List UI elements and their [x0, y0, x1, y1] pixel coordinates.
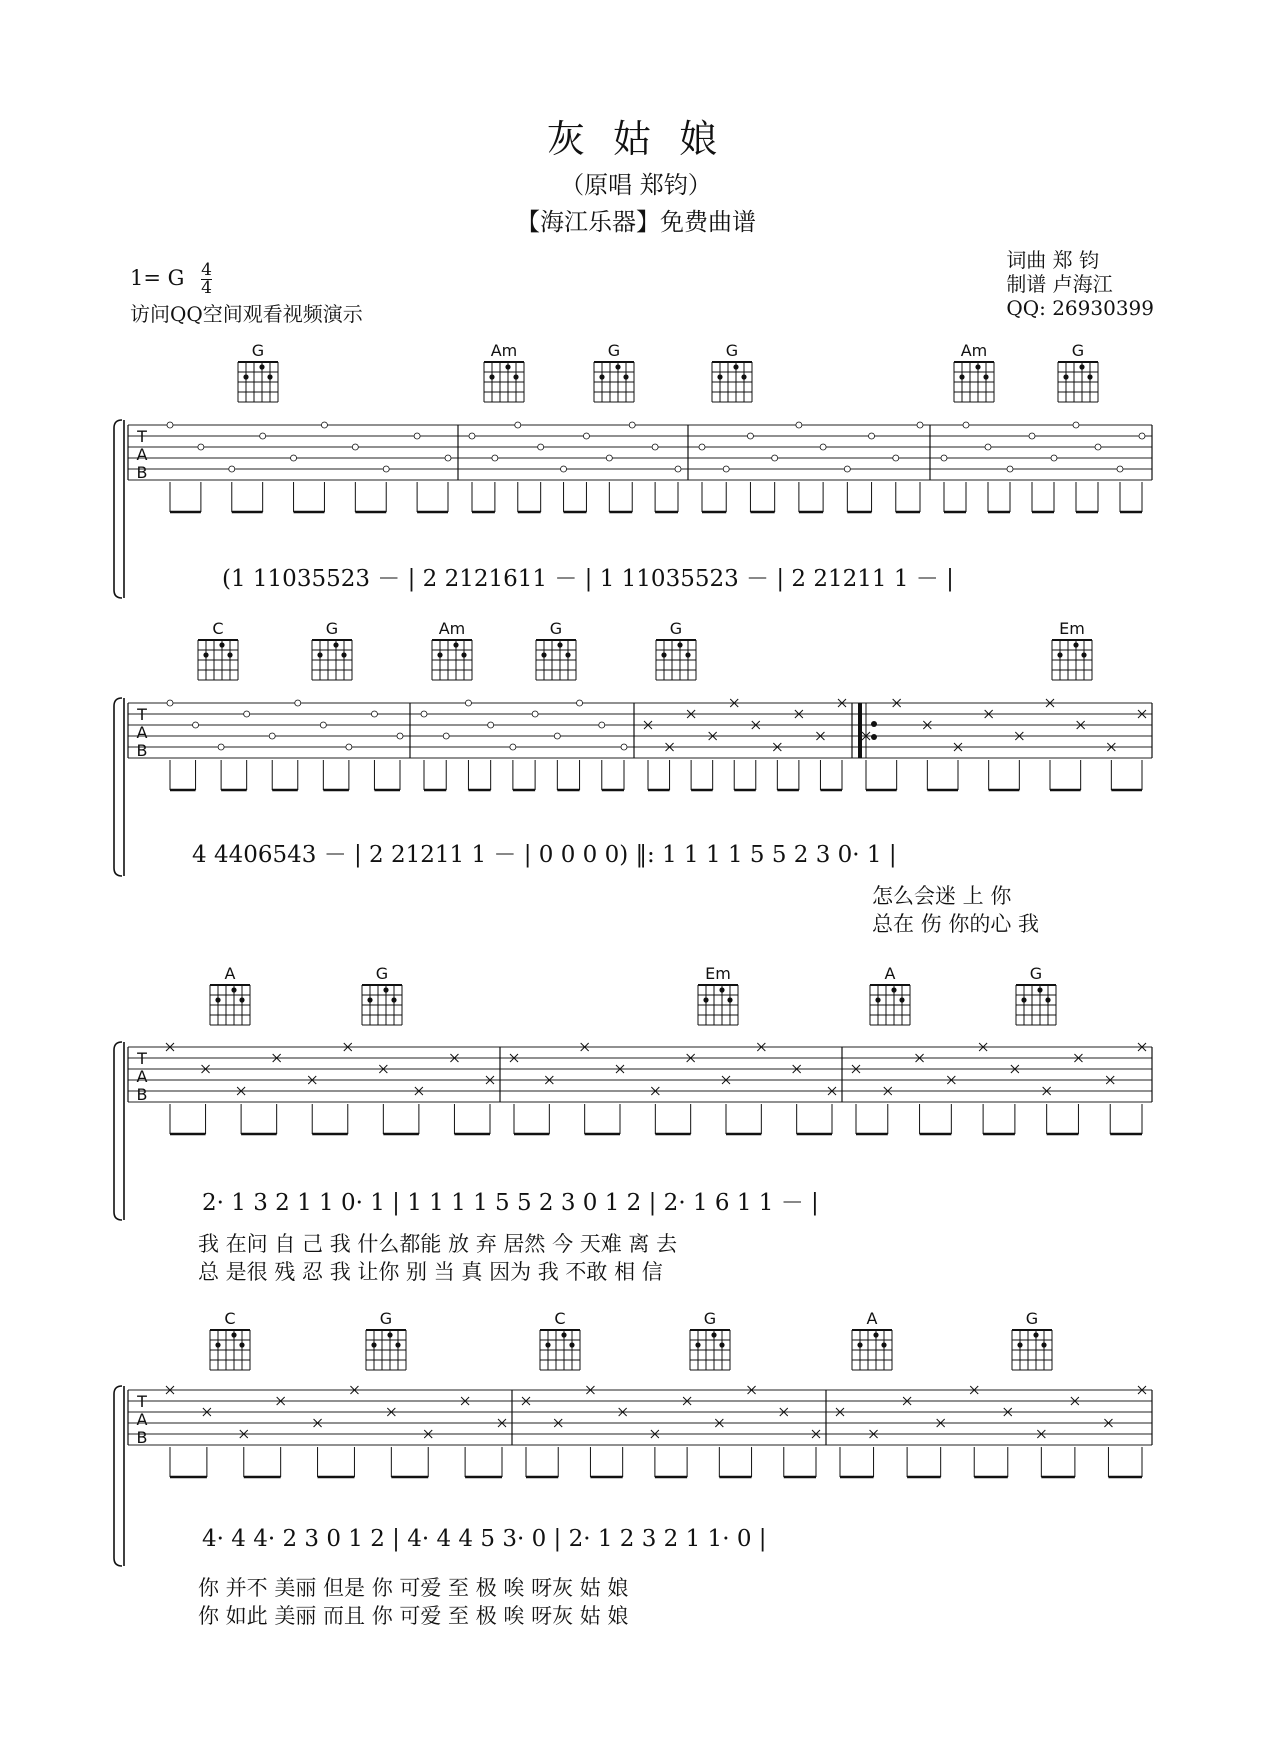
finger-dot: [1057, 652, 1062, 657]
chord-name: Am: [490, 341, 518, 360]
fret-mark: [383, 466, 389, 472]
chord-name: Em: [1059, 619, 1085, 638]
finger-dot: [333, 642, 338, 647]
finger-dot: [387, 1332, 392, 1337]
fret-mark: [193, 722, 199, 728]
finger-dot: [259, 364, 264, 369]
fret-mark: [1051, 455, 1057, 461]
fret-mark: [561, 466, 567, 472]
finger-dot: [1041, 1342, 1046, 1347]
finger-dot: [461, 652, 466, 657]
chord-name: Am: [438, 619, 466, 638]
fret-mark: [1073, 422, 1079, 428]
finger-dot: [239, 997, 244, 1002]
fret-mark: [917, 422, 923, 428]
finger-dot: [489, 374, 494, 379]
finger-dot: [881, 1342, 886, 1347]
finger-dot: [215, 1342, 220, 1347]
finger-dot: [1081, 652, 1086, 657]
tab-letter-a: A: [136, 1410, 148, 1429]
finger-dot: [383, 987, 388, 992]
fret-mark: [1117, 466, 1123, 472]
finger-dot: [1045, 997, 1050, 1002]
lyrics-line-3b: 总 是很 残 忍 我 让你 别 当 真 因为 我 不敢 相 信: [198, 1260, 663, 1284]
fret-mark: [295, 700, 301, 706]
chord-name: G: [1071, 341, 1085, 360]
finger-dot: [513, 374, 518, 379]
fret-mark: [747, 433, 753, 439]
chord-name: Em: [705, 964, 731, 983]
fret-mark: [723, 466, 729, 472]
finger-dot: [219, 642, 224, 647]
finger-dot: [541, 652, 546, 657]
system-bracket: [114, 420, 122, 598]
finger-dot: [1073, 642, 1078, 647]
tab-letter-b: B: [136, 463, 148, 482]
fret-mark: [198, 444, 204, 450]
finger-dot: [203, 652, 208, 657]
finger-dot: [545, 1342, 550, 1347]
fret-mark: [554, 733, 560, 739]
finger-dot: [711, 1332, 716, 1337]
fret-mark: [510, 744, 516, 750]
finger-dot: [231, 987, 236, 992]
finger-dot: [367, 997, 372, 1002]
fret-mark: [229, 466, 235, 472]
meter-top: 4: [201, 260, 212, 280]
lyrics-line-4b: 你 如此 美丽 而且 你 可爱 至 极 唉 呀灰 姑 娘: [198, 1604, 629, 1628]
tab-letter-t: T: [137, 1392, 147, 1411]
fret-mark: [820, 444, 826, 450]
finger-dot: [857, 1342, 862, 1347]
notation-line-3: 2· 1 3 2 1 1 0· 1 | 1 1 1 1 5 5 2 3 0 1 2 | 2· 1 6 1 1 － |: [202, 1190, 819, 1216]
system-bracket: [114, 1386, 122, 1566]
finger-dot: [371, 1342, 376, 1347]
finger-dot: [727, 997, 732, 1002]
fret-mark: [1007, 466, 1013, 472]
finger-dot: [557, 642, 562, 647]
fret-mark: [397, 733, 403, 739]
fret-mark: [606, 455, 612, 461]
fret-mark: [893, 455, 899, 461]
credit-lyricist-composer: 词曲 郑 钧: [1006, 248, 1100, 272]
fret-mark: [844, 466, 850, 472]
fret-mark: [963, 422, 969, 428]
finger-dot: [1033, 1332, 1038, 1337]
fret-mark: [1139, 433, 1145, 439]
tab-letter-t: T: [137, 705, 147, 724]
fret-mark: [869, 433, 875, 439]
finger-dot: [569, 1342, 574, 1347]
publisher-line: 【海江乐器】免费曲谱: [516, 208, 756, 236]
fret-mark: [443, 733, 449, 739]
finger-dot: [661, 652, 666, 657]
tab-letter-b: B: [136, 1085, 148, 1104]
chord-name: C: [554, 1309, 566, 1328]
chord-name: A: [884, 964, 896, 983]
finger-dot: [239, 1342, 244, 1347]
fret-mark: [346, 744, 352, 750]
chord-name: A: [866, 1309, 878, 1328]
credit-qq: QQ: 26930399: [1006, 296, 1154, 320]
finger-dot: [975, 364, 980, 369]
finger-dot: [677, 642, 682, 647]
repeat-dot: [871, 734, 877, 740]
repeat-dot: [871, 721, 877, 727]
finger-dot: [317, 652, 322, 657]
fret-mark: [772, 455, 778, 461]
finger-dot: [1079, 364, 1084, 369]
finger-dot: [703, 997, 708, 1002]
tab-letter-a: A: [136, 445, 148, 464]
fret-mark: [465, 700, 471, 706]
chord-name: G: [669, 619, 683, 638]
notation-line-4: 4· 4 4· 2 3 0 1 2 | 4· 4 4 5 3· 0 | 2· 1 2 3 2 1 1· 0 |: [202, 1526, 767, 1552]
finger-dot: [453, 642, 458, 647]
chord-name: Am: [960, 341, 988, 360]
finger-dot: [215, 997, 220, 1002]
fret-mark: [577, 700, 583, 706]
fret-mark: [1029, 433, 1035, 439]
fret-mark: [352, 444, 358, 450]
chord-name: G: [325, 619, 339, 638]
tab-letter-t: T: [137, 1049, 147, 1068]
tab-letter-b: B: [136, 1428, 148, 1447]
key-text: 1= G: [130, 266, 185, 290]
chord-name: G: [375, 964, 389, 983]
fret-mark: [599, 722, 605, 728]
finger-dot: [227, 652, 232, 657]
fret-mark: [167, 700, 173, 706]
finger-dot: [733, 364, 738, 369]
fret-mark: [321, 422, 327, 428]
finger-dot: [391, 997, 396, 1002]
chord-name: G: [549, 619, 563, 638]
finger-dot: [243, 374, 248, 379]
fret-mark: [675, 466, 681, 472]
system-bracket: [114, 698, 122, 876]
finger-dot: [623, 374, 628, 379]
visit-note: 访问QQ空间观看视频演示: [130, 302, 363, 326]
chord-name: G: [379, 1309, 393, 1328]
finger-dot: [561, 1332, 566, 1337]
fret-mark: [469, 433, 475, 439]
fret-mark: [621, 744, 627, 750]
lyrics-line-4a: 你 并不 美丽 但是 你 可爱 至 极 唉 呀灰 姑 娘: [198, 1576, 629, 1600]
finger-dot: [395, 1342, 400, 1347]
fret-mark: [167, 422, 173, 428]
lyrics-line-2b: 总在 伤 你的心 我: [872, 912, 1040, 936]
fret-mark: [291, 455, 297, 461]
finger-dot: [599, 374, 604, 379]
fret-mark: [445, 455, 451, 461]
fret-mark: [796, 422, 802, 428]
finger-dot: [719, 987, 724, 992]
finger-dot: [875, 997, 880, 1002]
fret-mark: [218, 744, 224, 750]
fret-mark: [941, 455, 947, 461]
finger-dot: [1017, 1342, 1022, 1347]
fret-mark: [532, 711, 538, 717]
chord-name: G: [1029, 964, 1043, 983]
finger-dot: [1063, 374, 1068, 379]
finger-dot: [959, 374, 964, 379]
finger-dot: [231, 1332, 236, 1337]
finger-dot: [565, 652, 570, 657]
fret-mark: [629, 422, 635, 428]
credit-arranger: 制谱 卢海江: [1006, 272, 1113, 296]
finger-dot: [267, 374, 272, 379]
notation-line-2: 4 4406543 － | 2 21211 1 － | 0 0 0 0) ‖: 1 1 1 1 5 5 2 3 0· 1 |: [192, 842, 897, 868]
finger-dot: [1037, 987, 1042, 992]
fret-mark: [371, 711, 377, 717]
fret-mark: [492, 455, 498, 461]
tab-letter-a: A: [136, 1067, 148, 1086]
fret-mark: [652, 444, 658, 450]
chord-name: C: [212, 619, 224, 638]
lyrics-line-3a: 我 在问 自 己 我 什么都能 放 弃 居然 今 天难 离 去: [198, 1232, 678, 1256]
meter-bottom: 4: [201, 278, 212, 298]
finger-dot: [685, 652, 690, 657]
finger-dot: [873, 1332, 878, 1337]
chord-name: G: [1025, 1309, 1039, 1328]
song-subtitle: （原唱 郑钧）: [560, 171, 712, 199]
fret-mark: [583, 433, 589, 439]
fret-mark: [414, 433, 420, 439]
fret-mark: [260, 433, 266, 439]
chord-name: G: [725, 341, 739, 360]
fret-mark: [985, 444, 991, 450]
fret-mark: [515, 422, 521, 428]
system-bracket: [114, 1042, 122, 1220]
finger-dot: [437, 652, 442, 657]
tab-letter-a: A: [136, 723, 148, 742]
tab-letter-b: B: [136, 741, 148, 760]
fret-mark: [320, 722, 326, 728]
fret-mark: [538, 444, 544, 450]
lyrics-line-2a: 怎么会迷 上 你: [872, 884, 1012, 908]
finger-dot: [1087, 374, 1092, 379]
fret-mark: [1095, 444, 1101, 450]
finger-dot: [341, 652, 346, 657]
fret-mark: [269, 733, 275, 739]
chord-name: A: [224, 964, 236, 983]
finger-dot: [899, 997, 904, 1002]
fret-mark: [244, 711, 250, 717]
chord-name: G: [607, 341, 621, 360]
finger-dot: [1021, 997, 1026, 1002]
song-title: 灰 姑 娘: [546, 117, 726, 161]
finger-dot: [891, 987, 896, 992]
tab-letter-t: T: [137, 427, 147, 446]
finger-dot: [505, 364, 510, 369]
fret-mark: [699, 444, 705, 450]
finger-dot: [695, 1342, 700, 1347]
finger-dot: [741, 374, 746, 379]
fret-mark: [488, 722, 494, 728]
finger-dot: [719, 1342, 724, 1347]
finger-dot: [717, 374, 722, 379]
finger-dot: [983, 374, 988, 379]
finger-dot: [615, 364, 620, 369]
chord-name: G: [251, 341, 265, 360]
chord-name: C: [224, 1309, 236, 1328]
notation-line-1: (1 11035523 － | 2 2121611 － | 1 11035523 － | 2 21211 1 － |: [222, 566, 954, 592]
fret-mark: [421, 711, 427, 717]
chord-name: G: [703, 1309, 717, 1328]
